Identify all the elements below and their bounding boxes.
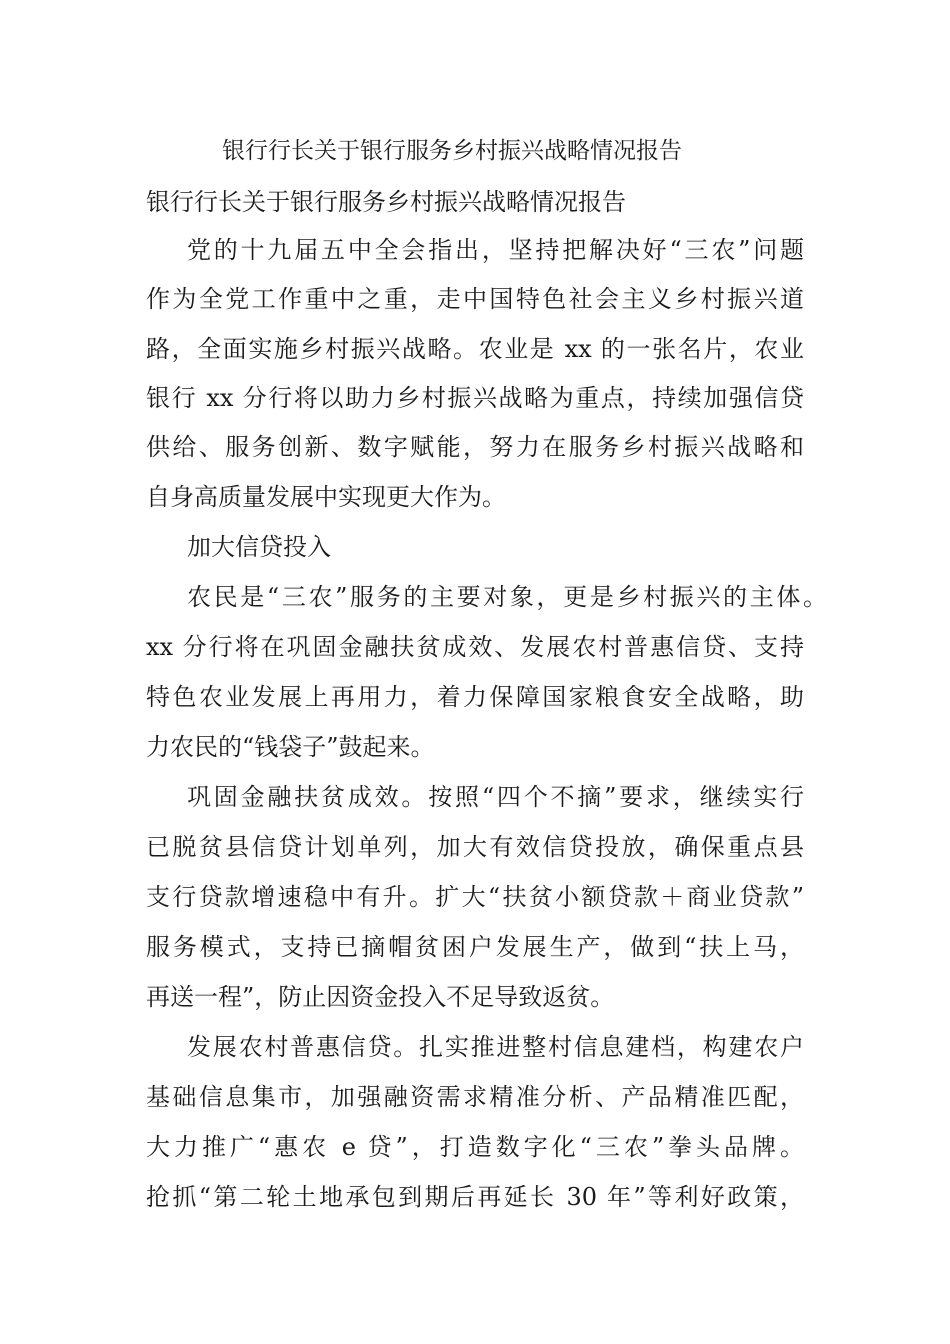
paragraph-line: 大力推广“惠农 e 贷”，打造数字化“三农”拳头品牌。 <box>146 1133 804 1161</box>
paragraph-line: 作为全党工作重中之重，走中国特色社会主义乡村振兴道 <box>146 285 804 313</box>
paragraph-line: 已脱贫县信贷计划单列，加大有效信贷投放，确保重点县 <box>146 833 804 861</box>
paragraph-line: 再送一程”，防止因资金投入不足导致返贫。 <box>146 983 615 1011</box>
document-title: 银行行长关于银行服务乡村振兴战略情况报告 <box>222 138 682 164</box>
paragraph-line: xx 分行将在巩固金融扶贫成效、发展农村普惠信贷、支持 <box>146 633 804 661</box>
paragraph-line: 党的十九届五中全会指出，坚持把解决好“三农”问题 <box>187 236 804 264</box>
paragraph-line: 基础信息集市，加强融资需求精准分析、产品精准匹配， <box>146 1083 804 1111</box>
paragraph-line: 巩固金融扶贫成效。按照“四个不摘”要求，继续实行 <box>187 783 804 811</box>
paragraph-line: 农民是“三农”服务的主要对象，更是乡村振兴的主体。 <box>187 583 827 611</box>
paragraph-line: 力农民的“钱袋子”鼓起来。 <box>146 733 435 761</box>
section-heading: 加大信贷投入 <box>187 533 331 561</box>
paragraph-line: 供给、服务创新、数字赋能，努力在服务乡村振兴战略和 <box>146 433 804 461</box>
paragraph-line: 支行贷款增速稳中有升。扩大“扶贫小额贷款＋商业贷款” <box>146 883 804 911</box>
paragraph-line: 发展农村普惠信贷。扎实推进整村信息建档，构建农户 <box>187 1033 804 1061</box>
document-subtitle: 银行行长关于银行服务乡村振兴战略情况报告 <box>146 188 626 216</box>
paragraph-line: 服务模式，支持已摘帽贫困户发展生产，做到“扶上马， <box>146 933 804 961</box>
paragraph-line: 路，全面实施乡村振兴战略。农业是 xx 的一张名片，农业 <box>146 335 804 363</box>
paragraph-line: 银行 xx 分行将以助力乡村振兴战略为重点，持续加强信贷 <box>146 384 804 412</box>
paragraph-line: 自身高质量发展中实现更大作为。 <box>146 483 506 511</box>
paragraph-line: 特色农业发展上再用力，着力保障国家粮食安全战略，助 <box>146 683 804 711</box>
paragraph-line: 抢抓“第二轮土地承包到期后再延长 30 年”等利好政策， <box>146 1183 804 1211</box>
